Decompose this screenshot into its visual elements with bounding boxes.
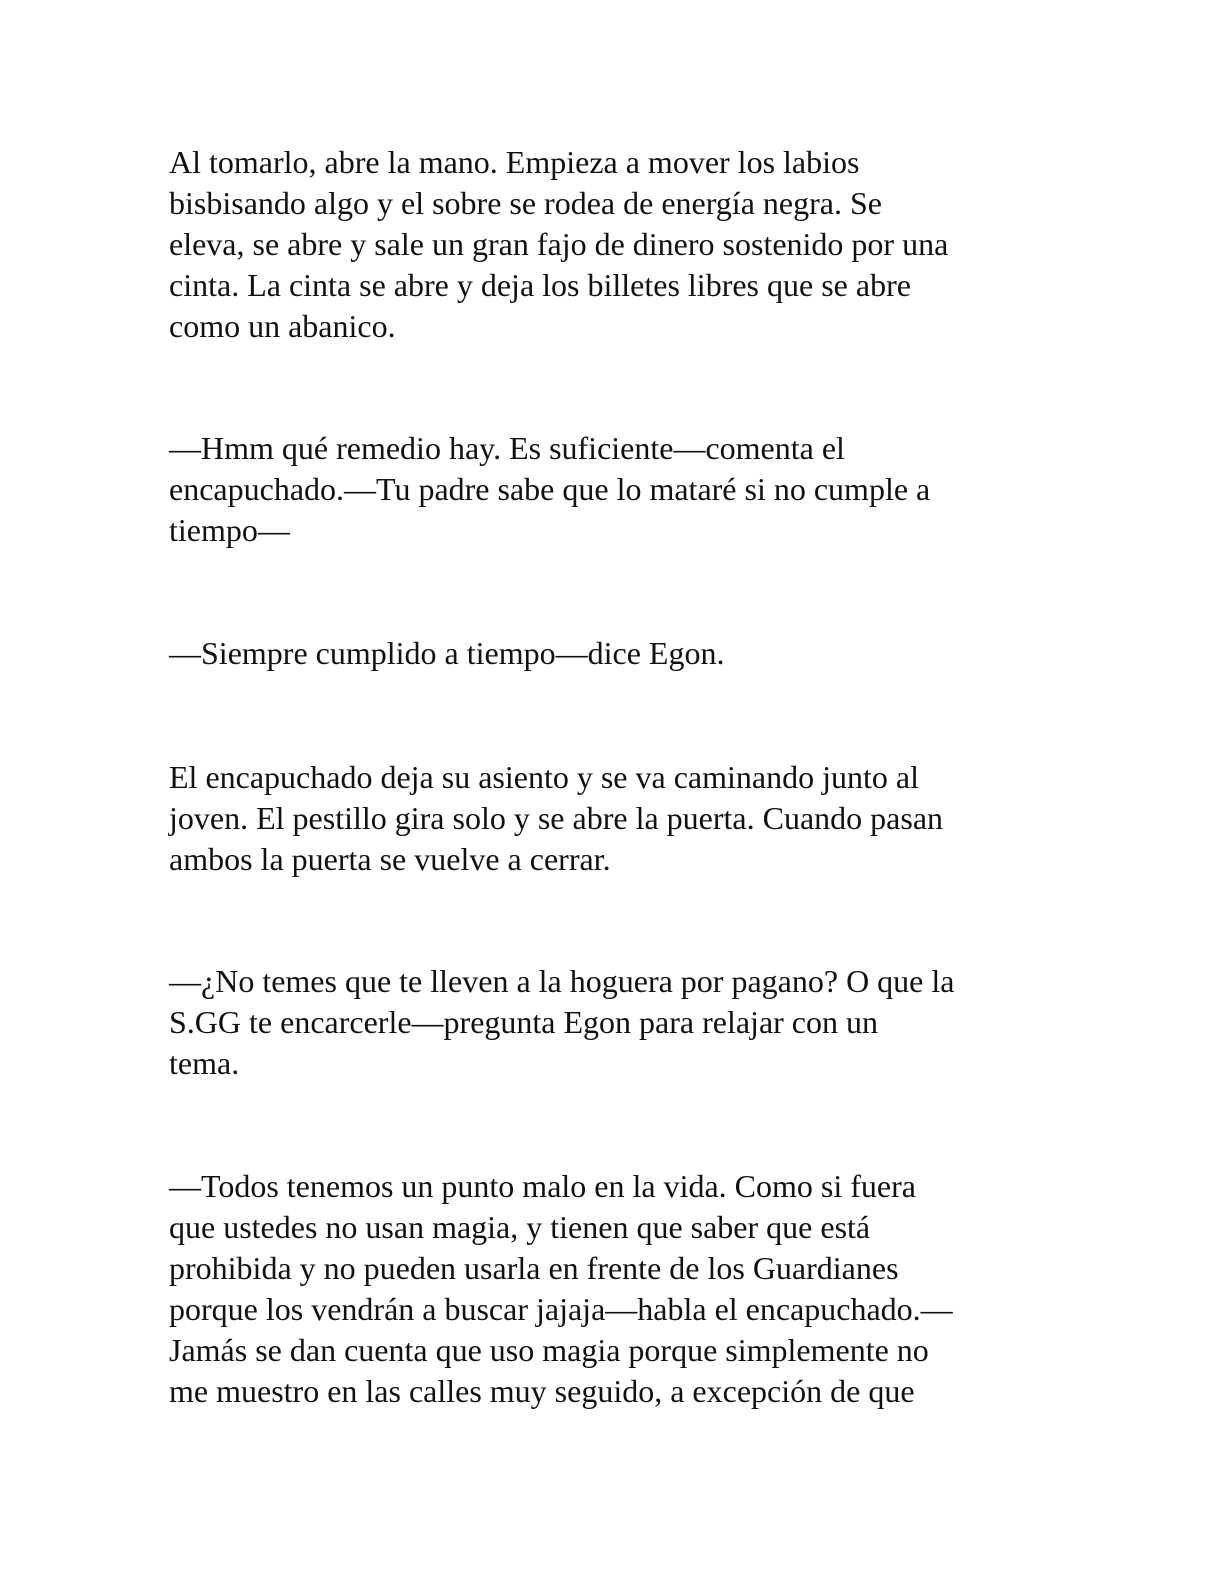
text-line: encapuchado.—Tu padre sabe que lo mataré si no cumple a [169,471,931,507]
text-line: —Hmm qué remedio hay. Es suficiente—comenta el [169,430,845,466]
text-line: como un abanico. [169,308,396,344]
text-line: S.GG te encarcerle—pregunta Egon para relajar con un [169,1004,878,1040]
text-line: eleva, se abre y sale un gran fajo de dinero sostenido por una [169,226,949,262]
text-line: bisbisando algo y el sobre se rodea de energía negra. Se [169,185,882,221]
text-line: El encapuchado deja su asiento y se va caminando junto al [169,759,919,795]
text-line: prohibida y no pueden usarla en frente de los Guardianes [169,1250,899,1286]
paragraph-6 [169,1166,1069,1412]
text-line: tiempo— [169,512,290,548]
paragraph-4 [169,757,1069,880]
text-line: —Todos tenemos un punto malo en la vida. Como si fuera [169,1168,916,1204]
text-line: ambos la puerta se vuelve a cerrar. [169,841,611,877]
text-line: joven. El pestillo gira solo y se abre la puerta. Cuando pasan [169,800,944,836]
text-line: Al tomarlo, abre la mano. Empieza a mover los labios [169,144,860,180]
paragraph-1 [169,142,1069,347]
text-line: porque los vendrán a buscar jajaja—habla el encapuchado.— [169,1291,953,1327]
text-line: tema. [169,1045,240,1081]
text-line: que ustedes no usan magia, y tienen que saber que está [169,1209,871,1245]
text-line: —Siempre cumplido a tiempo—dice Egon. [169,635,725,671]
paragraph-5 [169,961,1069,1084]
paragraph-3 [169,633,1069,674]
paragraph-2 [169,428,1069,551]
text-line: —¿No temes que te lleven a la hoguera por pagano? O que la [169,963,955,999]
text-line: cinta. La cinta se abre y deja los billetes libres que se abre [169,267,911,303]
text-line: me muestro en las calles muy seguido, a excepción de que [169,1373,915,1409]
text-line: Jamás se dan cuenta que uso magia porque simplemente no [169,1332,929,1368]
